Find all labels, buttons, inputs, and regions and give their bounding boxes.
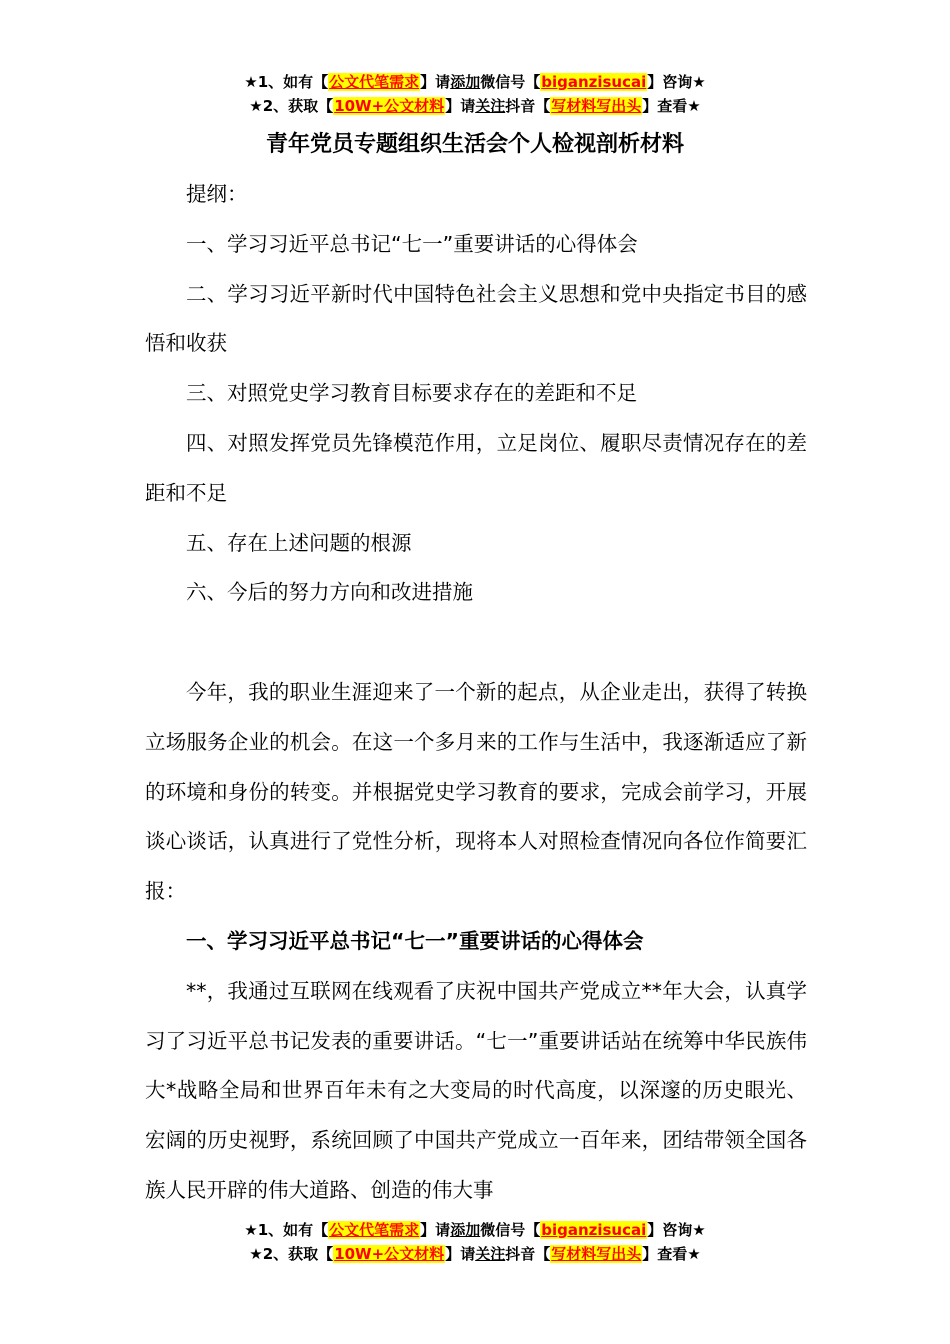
banner-line-1: ★1、如有【公文代笔需求】请添加微信号【biganzisucai】咨询★ [244, 73, 706, 91]
outline-item: 三、对照党史学习教育目标要求存在的差距和不足 [186, 381, 637, 406]
section-heading: 一、学习习近平总书记“七一”重要讲话的心得体会 [186, 928, 644, 953]
header-banner [0, 70, 950, 118]
outline-item: 四、对照发挥党员先锋模范作用，立足岗位、履职尽责情况存在的差距和不足 [145, 430, 807, 505]
highlight-materials: 10W+公文材料 [334, 97, 445, 115]
footer-banner [0, 1218, 950, 1266]
highlight-douyin-account: 写材料写出头 [551, 1245, 642, 1263]
highlight-douyin-account: 写材料写出头 [551, 97, 642, 115]
banner-line-1: ★1、如有【公文代笔需求】请添加微信号【biganzisucai】咨询★ [244, 1221, 706, 1239]
outline-item: 一、学习习近平总书记“七一”重要讲话的心得体会 [186, 231, 638, 256]
highlight-materials: 10W+公文材料 [334, 1245, 445, 1263]
banner-line-2: ★2、获取【10W+公文材料】请关注抖音【写材料写出头】查看★ [249, 97, 701, 115]
intro-paragraph: 今年，我的职业生涯迎来了一个新的起点，从企业走出，获得了转换立场服务企业的机会。在这一个多月来的工作与生活中，我逐渐适应了新的环境和身份的转变。并根据党史学习教育的要求，完成会前学习，开展谈心谈话，认真进行了党性分析，现将本人对照检查情况向各位作简要汇报： [145, 680, 807, 904]
highlight-wechat-id: biganzisucai [541, 1221, 647, 1239]
main-body [145, 668, 807, 1216]
outline-item: 五、存在上述问题的根源 [186, 530, 412, 555]
outline-item: 六、今后的努力方向和改进措施 [186, 580, 473, 605]
document-title: 青年党员专题组织生活会个人检视剖析材料 [265, 132, 684, 157]
highlight-service: 公文代笔需求 [329, 1221, 420, 1239]
outline-item: 二、学习习近平新时代中国特色社会主义思想和党中央指定书目的感悟和收获 [145, 281, 807, 356]
highlight-wechat-id: biganzisucai [541, 73, 647, 91]
section-paragraph: **，我通过互联网在线观看了庆祝中国共产党成立**年大会，认真学习了习近平总书记发表的重要讲话。“七一”重要讲话站在统筹中华民族伟大*战略全局和世界百年未有之大变局的时代高度，以深邃的历史眼光、宏阔的历史视野，系统回顾了中国共产党成立一百年来，团结带领全国各族人民开辟的伟大道路、创造的伟大事 [145, 978, 807, 1202]
outline-heading: 提纲： [186, 182, 248, 206]
banner-line-2: ★2、获取【10W+公文材料】请关注抖音【写材料写出头】查看★ [249, 1245, 701, 1263]
highlight-service: 公文代笔需求 [329, 73, 420, 91]
outline-section [145, 170, 807, 618]
